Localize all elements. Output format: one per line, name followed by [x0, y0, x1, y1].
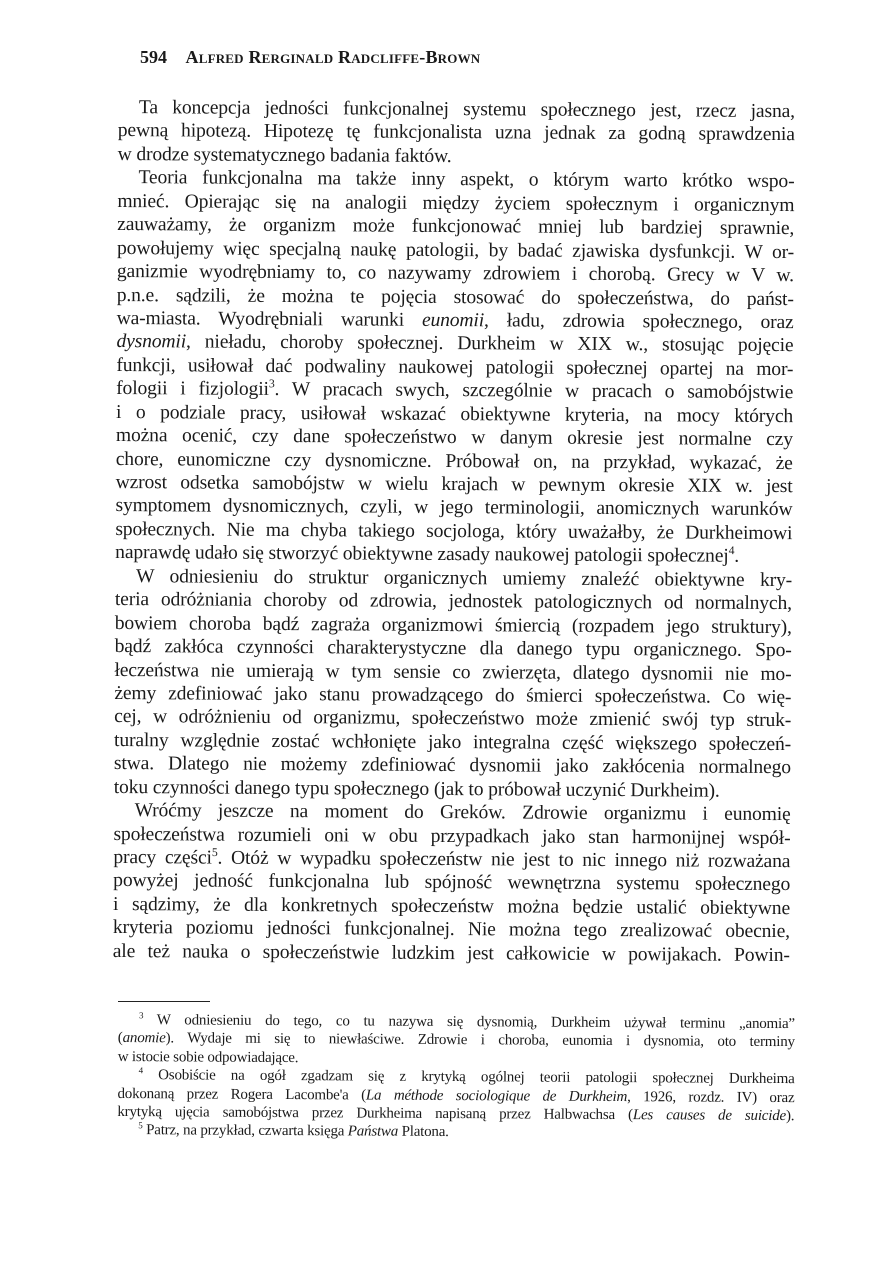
- text-line: [116, 424, 793, 452]
- running-header: [140, 47, 480, 68]
- footnotes: [117, 1011, 795, 1144]
- footnote-marker: 4: [728, 544, 735, 558]
- text-run: (: [117, 1030, 123, 1047]
- text-run: teria odróżniania choroby od zdrowia, jednostek patologicznych od normalnych,: [114, 589, 792, 615]
- italic-text: Państwa: [347, 1123, 399, 1141]
- text-run: żemy zdefiniować jako stanu prowadzącego do śmierci społeczeństwa. Co wię-: [114, 682, 792, 709]
- text-run: w istocie sobie odpowiadające.: [117, 1048, 299, 1066]
- text-run: W odniesieniu do struktur organicznych umiemy znaleźć obiektywne kry-: [136, 565, 793, 591]
- text-run: wzrost odsetka samobójstw w wielu krajach w pewnym okresie XIX w. jest: [115, 471, 793, 498]
- text-run: wa-miasta. Wyodrębniali warunki: [116, 307, 423, 331]
- text-run: kryteria poziomu jedności funkcjonalnej. Nie można tego zrealizować obecnie,: [112, 917, 790, 943]
- running-head-author: Alfred Rerginald Radcliffe-Brown: [185, 47, 481, 67]
- text-run: zauważamy, że organizm może funkcjonować mniej lub bardziej sprawnie,: [117, 214, 795, 240]
- text-run: W odniesieniu do tego, co tu nazywa się dysnomią, Durkheim używał terminu „anomia”: [143, 1012, 795, 1033]
- text-run: fologii i fizjologii: [116, 378, 269, 401]
- text-run: chore, eunomiczne czy dysnomiczne. Próbował on, na przykład, wykazać, że: [115, 448, 793, 474]
- text-run: Platona.: [398, 1124, 449, 1141]
- text-run: naprawdę udało się stworzyć obiektywne zasady naukowej patologii społecznej: [115, 542, 729, 568]
- text-run: ale też nauka o społeczeństwie ludzkim jest całkowicie w powijakach. Powin-: [112, 940, 790, 966]
- text-run: turalny względnie zostać wchłonięte jako integralna część większego społeczeń-: [114, 729, 792, 755]
- text-line: [115, 635, 792, 663]
- italic-text: Les causes de suicide: [632, 1107, 787, 1125]
- text-run: Patrz, na przykład, czwarta księga: [142, 1122, 348, 1140]
- text-run: . Otóż w wypadku społeczeństw nie jest to nic innego niż rozważana: [217, 847, 791, 873]
- text-run: pewną hipotezą. Hipotezę tę funkcjonalista uzna jednak za godną sprawdzenia: [117, 120, 795, 146]
- italic-text: anomie: [122, 1030, 166, 1047]
- text-run: , ładu, zdrowia społecznego, oraz: [483, 310, 794, 334]
- text-run: bądź zakłóca czynności charakterystyczne dla danego typu organicznego. Spo-: [114, 636, 792, 662]
- text-run: Osobiście na ogół zgadzam się z krytyką ogólnej teorii patologii społecznej Durkheima: [142, 1067, 795, 1088]
- text-run: dokonaną przez Rogera Lacombe'a (: [117, 1085, 366, 1104]
- text-run: ganizmie wyodrębniamy to, co nazywamy zdrowiem i chorobą. Grecy w V w.: [116, 261, 794, 287]
- italic-text: eunomii: [421, 309, 485, 332]
- footnote-marker: 5: [138, 1120, 143, 1131]
- footnote-marker: 5: [211, 845, 218, 859]
- text-run: i o podziale pracy, usiłował wskazać obiektywne kryteria, na mocy których: [116, 401, 794, 427]
- text-run: mnieć. Opierając się na analogii między życiem społecznym i organicznym: [117, 190, 795, 216]
- text-run: . W pracach swych, szczególnie w pracach o samobójstwie: [274, 379, 794, 404]
- text-run: powołujemy więc specjalną naukę patologii, by badać zjawiska dysfunkcji. W or-: [117, 237, 795, 263]
- footnote-separator: [118, 1001, 210, 1002]
- text-run: symptomem dysnomicznych, czyli, w jego terminologii, anomicznych warunków: [115, 495, 793, 521]
- text-run: łeczeństwa nie umierają w tym sensie co zwierzęta, dlatego dysnomii nie mo-: [114, 659, 792, 685]
- italic-text: La méthode sociologique de Durkheim: [365, 1087, 628, 1105]
- footnote-line: [117, 1121, 794, 1144]
- footnote-marker: 4: [138, 1065, 143, 1076]
- text-line: [117, 260, 794, 288]
- text-run: , 1926, rozdz. IV) oraz: [627, 1088, 795, 1106]
- text-run: ). Wydaje mi się to niewłaściwe. Zdrowie i choroba, eunomia i dysnomia, oto terminy: [165, 1030, 795, 1051]
- text-run: bowiem choroba bądź zagraża organizmowi śmiercią (rozpadem jego struktury),: [114, 612, 792, 638]
- main-text: [113, 96, 795, 967]
- text-run: i sądzimy, że dla konkretnych społeczeństw można będzie ustalić obiektywne: [112, 893, 791, 919]
- text-run: , nieładu, choroby społecznej. Durkheim w XIX w., stosując pojęcie: [185, 331, 794, 357]
- text-run: p.n.e. sądzili, że można te pojęcia stosować do społeczeństwa, do państ-: [116, 284, 794, 310]
- text-run: powyżej jedność funkcjonalna lub spójność wewnętrzna systemu społecznego: [113, 870, 791, 896]
- text-run: stwa. Dlatego nie możemy zdefiniować dysnomii jako zakłócenia normalnego: [113, 753, 791, 779]
- text-line: [114, 799, 791, 827]
- text-run: Wróćmy jeszcze na moment do Greków. Zdrowie organizmu i eunomię: [134, 800, 791, 826]
- text-run: cej, w odróżnieniu od organizmu, społeczeństwo może zmienić swój typ struk-: [114, 706, 792, 732]
- text-run: Teoria funkcjonalna ma także inny aspekt, o którym warto krótko wspo-: [138, 167, 795, 193]
- text-run: toku czynności danego typu społecznego (jak to próbował uczynić Durkheim).: [113, 776, 720, 802]
- text-run: .: [734, 546, 740, 568]
- text-run: w drodze systematycznego badania faktów.: [117, 143, 452, 167]
- text-run: Ta koncepcja jedności funkcjonalnej systemu społecznego jest, rzecz jasna,: [138, 97, 795, 123]
- text-run: krytyką ujęcia samobójstwa przez Durkheima napisaną przez Halbwachsa (: [117, 1103, 633, 1124]
- italic-text: dysnomii: [116, 331, 187, 353]
- text-run: ).: [785, 1108, 795, 1125]
- page-number: 594: [140, 47, 167, 67]
- footnote-marker: 3: [268, 377, 275, 391]
- text-run: społecznych. Nie ma chyba takiego socjologa, który uważałby, że Durkheimowi: [115, 518, 793, 545]
- text-run: funkcji, usiłował dać podwaliny naukowej patologii społecznej opartej na mor-: [116, 354, 794, 380]
- text-line: [113, 940, 790, 968]
- text-run: pracy części: [113, 846, 212, 869]
- text-run: można ocenić, czy dane społeczeństwo w danym okresie jest normalne czy: [115, 425, 793, 451]
- text-run: społeczeństwa rozumieli oni w obu przypadkach jako stan harmonijnej współ-: [113, 823, 791, 849]
- footnote-marker: 3: [138, 1010, 144, 1021]
